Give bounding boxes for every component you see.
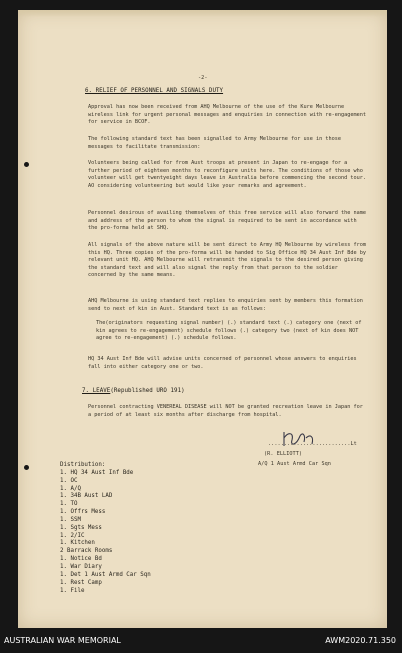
- section-7-ref: (Republished URO 191): [110, 388, 185, 394]
- distribution-item: 1. OC: [60, 477, 78, 484]
- section-6-para-6: HQ 34 Aust Inf Bde will advise units concerned of personnel whose answers to enquiries fall into either category one or two.: [88, 356, 357, 370]
- distribution-item: 1. SSM: [60, 516, 81, 523]
- distribution-list: [60, 462, 151, 595]
- distribution-item: 2 Barrack Rooms: [60, 548, 113, 555]
- footer-accession-number: AWM2020.71.350: [325, 636, 396, 645]
- page-number: -2-: [198, 75, 208, 81]
- footer-institution: AUSTRALIAN WAR MEMORIAL: [4, 636, 121, 645]
- section-7-title: [82, 388, 185, 396]
- section-6-quote: Volunteers being called for from Aust troops at present in Japan to re-engage for a further period of eighteen months to reconfigure units here. The conditions of those who volunteer will get twentyeight days leave in Australia before commencing the second tour. AO considering volunteering but would like your remarks and agreement.: [88, 160, 366, 189]
- distribution-item: 1. A/Q: [60, 485, 81, 492]
- distribution-heading: Distribution:: [60, 462, 106, 468]
- section-6-para-4: All signals of the above nature will be sent direct to Army HQ Melbourne by wireless from this HQ. Three copies of the pro-forma will be handed to Sig Office HQ 34 Aust Inf Bde by relevant unit HQ. AHQ Melbourne will retransmit the signals to the desired person giving the standard text and will also signal the reply from that person to the soldier concerned by the same means.: [88, 242, 366, 279]
- punch-hole: [24, 465, 29, 470]
- section-6-para-2: The following standard text has been signalled to Army Melbourne for use in those messages to facilitate transmission:: [88, 136, 341, 150]
- distribution-item: 1. 34B Aust LAD: [60, 493, 113, 500]
- distribution-item: 1. War Diary: [60, 563, 102, 570]
- distribution-item: 1. Kitchen: [60, 540, 95, 547]
- distribution-item: 1. File: [60, 587, 85, 594]
- section-6-para-5: AHQ Melbourne is using standard text replies to enquiries sent by members this formation send to next of kin in Aust. Standard text is as follows:: [88, 298, 363, 312]
- section-6-para-1: Approval has now been received from AHQ Melbourne of the use of the Kure Melbourne wireless link for urgent personal messages and enquiries in connection with re-engagement for service in BCOF.: [88, 104, 366, 126]
- distribution-item: 1. Sgts Mess: [60, 524, 102, 531]
- distribution-item: 1. Det 1 Aust Armd Car Sqn: [60, 571, 151, 578]
- distribution-item: 1. TO: [60, 501, 78, 508]
- section-7-body: Personnel contracting VENEREAL DISEASE will NOT be granted recreation leave in Japan for a period of at least six months after discharge from hospital.: [88, 404, 363, 418]
- distribution-item: 1. HQ 34 Aust Inf Bde: [60, 469, 134, 476]
- distribution-item: 1. Offrs Mess: [60, 509, 106, 516]
- section-6-para-3: Personnel desirous of availing themselves of this free service will also forward the name and address of the person to whom the signal is required to be sent in accordance with the pro-forma held at SHQ.: [88, 210, 366, 232]
- distribution-item: 1. Rest Camp: [60, 579, 102, 586]
- signature-line: ..........................Lt: [268, 441, 357, 447]
- punch-hole: [24, 162, 29, 167]
- distribution-item: 1. 2/IC: [60, 532, 85, 539]
- signatory-name: (R. ELLIOTT): [264, 451, 303, 457]
- distribution-item: 1. Notice Bd: [60, 556, 102, 563]
- section-6-heading: 6. RELIEF OF PERSONNEL AND SIGNALS DUTY: [85, 88, 224, 94]
- section-6-standard-text: The(originators requesting signal number) (.) standard text (.) category one (next of kin agrees to re-engagement) schedule follows (.) category two (next of kin does NOT agree to re-engagement) (.) schedule follows.: [96, 320, 362, 342]
- signatory-title: A/Q 1 Aust Armd Car Sqn: [258, 461, 331, 467]
- section-7-heading: 7. LEAVE: [82, 388, 111, 394]
